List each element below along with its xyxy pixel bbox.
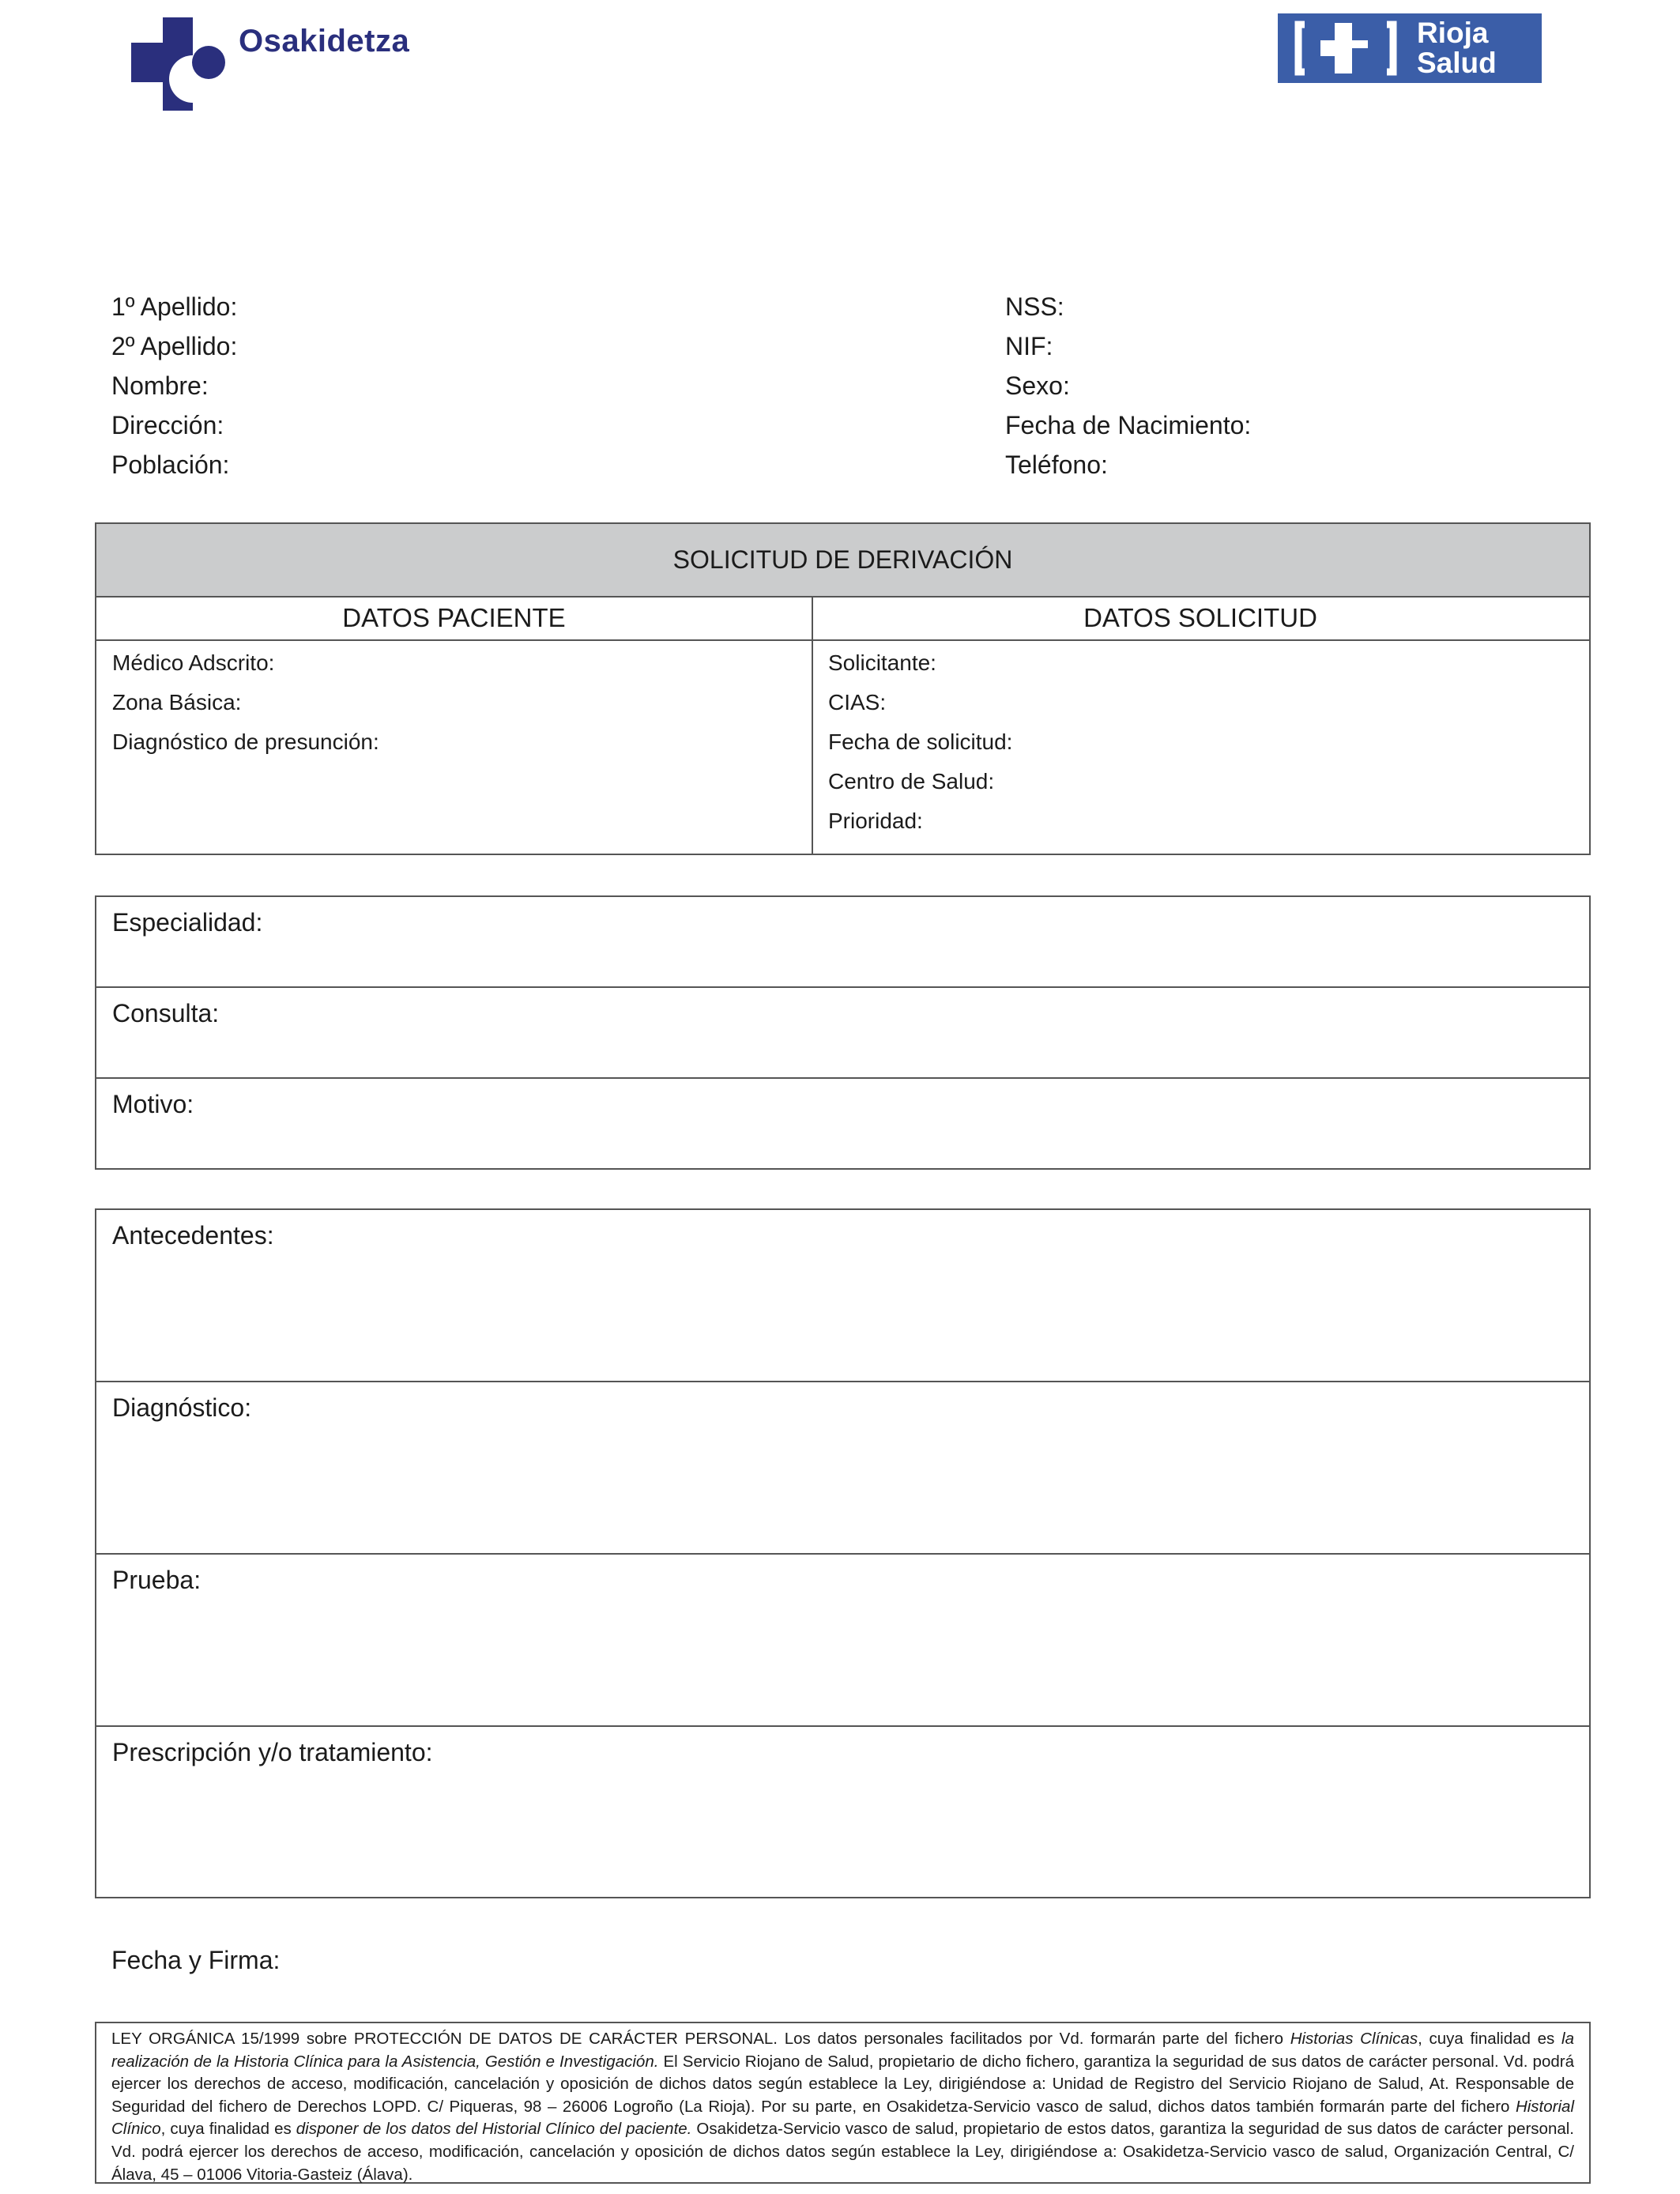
field-telefono: Teléfono:: [1005, 450, 1108, 479]
motivo-label: Motivo:: [112, 1090, 194, 1118]
antecedentes-row: [96, 1210, 1589, 1382]
field-zona-basica: Zona Básica:: [112, 690, 242, 714]
prescripcion-label: Prescripción y/o tratamiento:: [112, 1738, 433, 1766]
field-nif: NIF:: [1005, 332, 1053, 360]
especialidad-label: Especialidad:: [112, 908, 263, 937]
field-poblacion: Población:: [111, 450, 230, 479]
rioja-wordmark: Rioja: [1417, 17, 1489, 49]
fecha-firma-label: Fecha y Firma:: [111, 1946, 281, 1974]
osakidetza-wordmark: Osakidetza: [239, 24, 410, 58]
legal-notice: [95, 2022, 1591, 2184]
field-cias: CIAS:: [828, 690, 887, 714]
solicitud-title: SOLICITUD DE DERIVACIÓN: [96, 524, 1589, 598]
prueba-row: [96, 1555, 1589, 1727]
field-diagnostico-presuncion: Diagnóstico de presunción:: [112, 729, 379, 754]
motivo-row: [96, 1079, 1589, 1168]
field-solicitante: Solicitante:: [828, 650, 936, 675]
field-medico-adscrito: Médico Adscrito:: [112, 650, 275, 675]
osakidetza-cross-icon: [131, 17, 234, 112]
field-apellido-1: 1º Apellido:: [111, 292, 238, 321]
field-fecha-solicitud: Fecha de solicitud:: [828, 729, 1013, 754]
datos-solicitud-header: DATOS SOLICITUD: [812, 596, 1589, 641]
field-nombre: Nombre:: [111, 371, 209, 400]
field-fecha-nacimiento: Fecha de Nacimiento:: [1005, 411, 1252, 439]
especialidad-row: [96, 897, 1589, 988]
field-nss: NSS:: [1005, 292, 1064, 321]
datos-paciente-header: DATOS PACIENTE: [96, 596, 812, 641]
solicitud-table: [95, 522, 1591, 855]
prescripcion-row: [96, 1727, 1589, 1897]
field-direccion: Dirección:: [111, 411, 224, 439]
field-apellido-2: 2º Apellido:: [111, 332, 238, 360]
consulta-row: [96, 988, 1589, 1079]
rioja-salud-cross-icon: [1278, 13, 1542, 83]
clinical-section: [95, 1208, 1591, 1898]
prueba-label: Prueba:: [112, 1566, 202, 1594]
salud-wordmark: Salud: [1417, 47, 1497, 79]
osakidetza-logo: [131, 17, 447, 112]
referral-section: [95, 895, 1591, 1170]
field-centro-salud: Centro de Salud:: [828, 769, 995, 794]
consulta-label: Consulta:: [112, 999, 220, 1027]
diagnostico-row: [96, 1382, 1589, 1555]
antecedentes-label: Antecedentes:: [112, 1221, 274, 1250]
legal-text: LEY ORGÁNICA 15/1999 sobre PROTECCIÓN DE DATOS DE CARÁCTER PERSONAL. Los datos personales facilitados por Vd. formarán parte del fichero Historias Clínicas, cuya finalidad es la realización de la Historia Clínica para la Asistencia, Gestión e Investigación. El Servicio Riojano de Salud, propietario de dicho fichero, garantiza la seguridad de sus datos de carácter personal. Vd. podrá ejercer los derechos de acceso, modificación, cancelación y oposición de dichos datos según establece la Ley, dirigiéndose a: Unidad de Registro del Servicio Riojano de Salud, At. Responsable de Seguridad del fichero de Derechos LOPD. C/ Piqueras, 98 – 26006 Logroño (La Rioja). Por su parte, en Osakidetza-Servicio vasco de salud, dichos datos también formarán parte del fichero Historial Clínico, cuya finalidad es disponer de los datos del Historial Clínico del paciente. Osakidetza-Servicio vasco de salud, propietario de estos datos, garantiza la seguridad de sus datos de carácter personal. Vd. podrá ejercer los derechos de acceso, modificación, cancelación y oposición de dichos datos según establece la Ley, dirigiéndose a: Osakidetza-Servicio vasco de salud, Organización Central, C/Álava, 45 – 01006 Vitoria-Gasteiz (Álava).: [111, 2030, 1575, 2184]
column-divider: [812, 596, 813, 854]
rioja-salud-logo: [1278, 13, 1542, 83]
diagnostico-label: Diagnóstico:: [112, 1393, 252, 1422]
field-prioridad: Prioridad:: [828, 809, 923, 833]
field-sexo: Sexo:: [1005, 371, 1070, 400]
